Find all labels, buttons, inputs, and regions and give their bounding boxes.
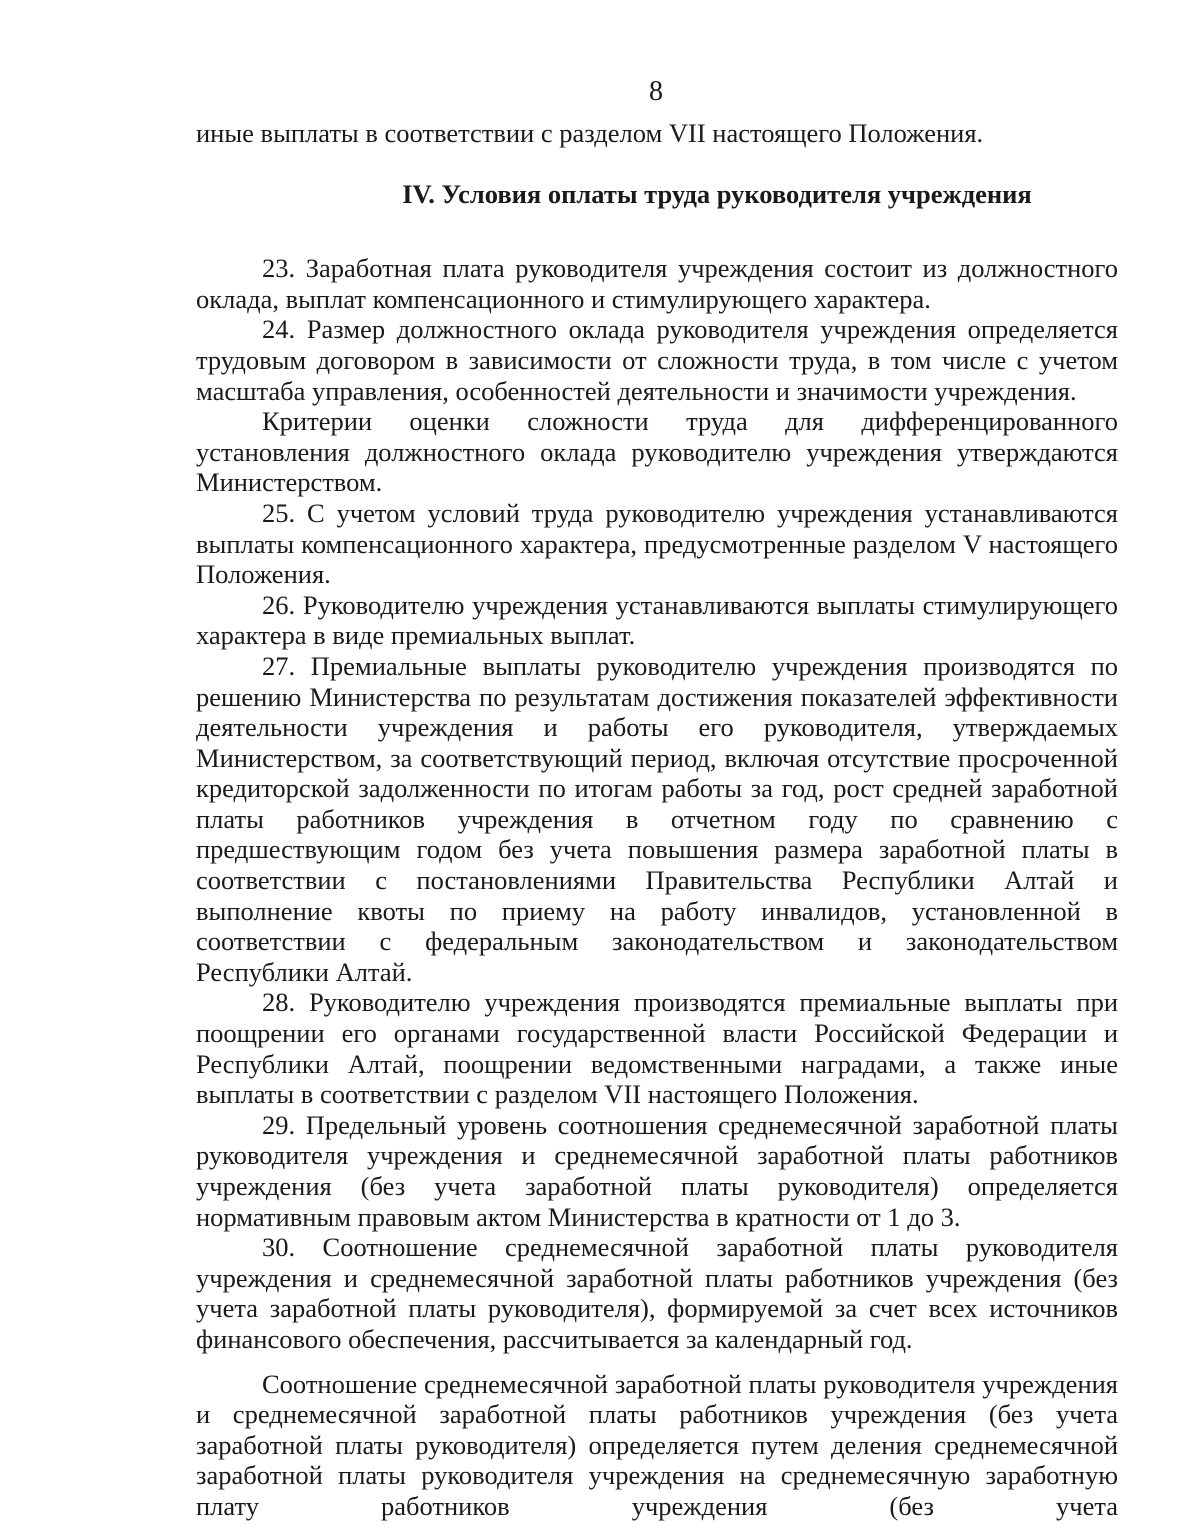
spacer bbox=[196, 1355, 1118, 1369]
paragraph-25: 25. С учетом условий труда руководителю учреждения устанавливаются выплаты компенсационного характера, предусмотренные разделом V настоящего Положения. bbox=[196, 497, 1118, 590]
paragraph-28: 28. Руководителю учреждения производятся премиальные выплаты при поощрении его органами государственной власти Российской Федерации и Республики Алтай, поощрении ведомственными наградами, а также иные выплаты в соответствии с разделом VII настоящего Положения. bbox=[196, 987, 1118, 1110]
document-body bbox=[196, 118, 1118, 1522]
spacer bbox=[196, 239, 1118, 253]
paragraph-24: 24. Размер должностного оклада руководителя учреждения определяется трудовым договором в зависимости от сложности труда, в том числе с учетом масштаба управления, особенностей деятельности и значимости учреждения. bbox=[196, 314, 1118, 406]
intro-line: иные выплаты в соответствии с разделом VII настоящего Положения. bbox=[196, 118, 984, 148]
paragraph-30-ratio: Соотношение среднемесячной заработной платы руководителя учреждения и среднемесячной заработной платы работников учреждения (без учета заработной платы руководителя) определяется путем деления среднемесячной заработной платы руководителя учреждения на среднемесячную заработную плату работников учреждения (без учета bbox=[196, 1368, 1118, 1521]
paragraph-23: 23. Заработная плата руководителя учреждения состоит из должностного оклада, выплат компенсационного и стимулирующего характера. bbox=[196, 253, 1118, 314]
section-heading: IV. Условия оплаты труда руководителя учреждения bbox=[402, 178, 1032, 209]
paragraph-27: 27. Премиальные выплаты руководителю учреждения производятся по решению Министерства по результатам достижения показателей эффективности деятельности учреждения и работы его руководителя, утверждаемых Министерством, за соответствующий период, включая отсутствие просроченной кредиторской задолженности по итогам работы за год, рост средней заработной платы работников учреждения в отчетном году по сравнению с предшествующим годом без учета повышения размера заработной платы в соответствии с постановлениями Правительства Республики Алтай и выполнение квоты по приему на работу инвалидов, установленной в соответствии с федеральным законодательством и законодательством Республики Алтай. bbox=[196, 650, 1118, 987]
page-number: 8 bbox=[649, 76, 663, 107]
paragraph-29: 29. Предельный уровень соотношения среднемесячной заработной платы руководителя учреждения и среднемесячной заработной платы работников учреждения (без учета заработной платы руководителя) определяется нормативным правовым актом Министерства в кратности от 1 до 3. bbox=[196, 1109, 1118, 1232]
paragraph-24-criteria: Критерии оценки сложности труда для дифференцированного установления должностного оклада руководителю учреждения утверждаются Министерством. bbox=[196, 406, 1118, 498]
paragraph-30: 30. Соотношение среднемесячной заработной платы руководителя учреждения и среднемесячной заработной платы работников учреждения (без учета заработной платы руководителя), формируемой за счет всех источников финансового обеспечения, рассчитывается за календарный год. bbox=[196, 1232, 1118, 1354]
paragraph-26: 26. Руководителю учреждения устанавливаются выплаты стимулирующего характера в виде премиальных выплат. bbox=[196, 589, 1118, 651]
